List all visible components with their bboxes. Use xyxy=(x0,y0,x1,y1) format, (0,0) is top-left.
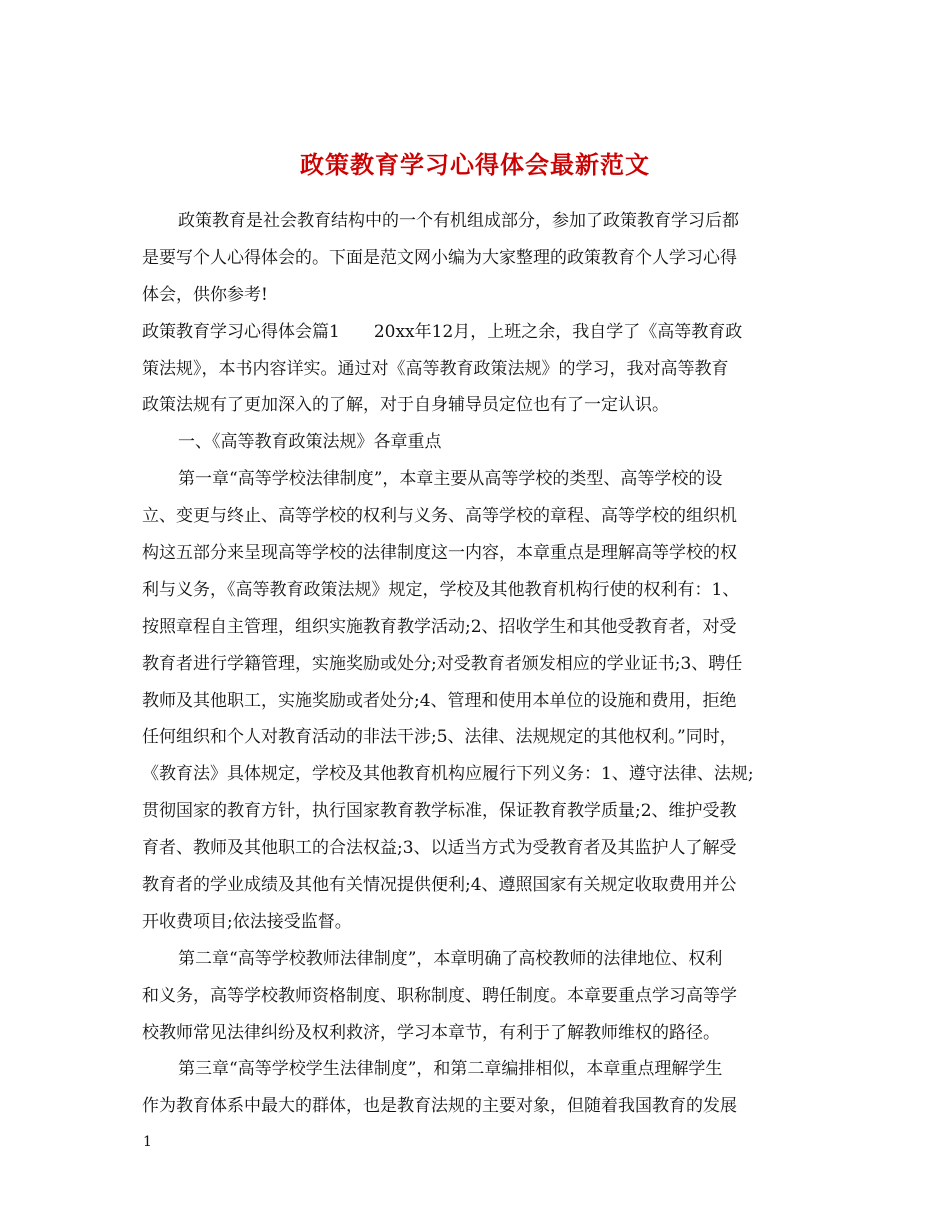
text-line: 《教育法》具体规定，学校及其他教育机构应履行下列义务：1、遵守法律、法规; xyxy=(142,764,754,785)
text-line: 育者、教师及其他职工的合法权益;3、以适当方式为受教育者及其监护人了解受 xyxy=(142,838,737,859)
text-line: 体会，供你参考! xyxy=(142,284,268,305)
text-line: 政策教育是社会教育结构中的一个有机组成部分，参加了政策教育学习后都 xyxy=(178,211,739,231)
section-heading: 一、《高等教育政策法规》各章重点 xyxy=(178,432,442,453)
document-title: 政策教育学习心得体会最新范文 xyxy=(300,150,650,180)
text-line: 和义务，高等学校教师资格制度、职称制度、聘任制度。本章要重点学习高等学 xyxy=(142,985,737,1006)
text-line: 校教师常见法律纠纷及权利救济，学习本章节，有利于了解教师维权的路径。 xyxy=(142,1022,720,1043)
text-line: 教育者的学业成绩及其他有关情况提供便利;4、遵照国家有关规定收取费用并公 xyxy=(142,875,737,896)
page-number: 1 xyxy=(143,1134,152,1150)
text-line: 构这五部分来呈现高等学校的法律制度这一内容，本章重点是理解高等学校的权 xyxy=(142,543,737,564)
text-line: 政策教育学习心得体会篇1 20xx年12月，上班之余，我自学了《高等教育政 xyxy=(142,321,743,342)
document-body xyxy=(142,203,822,1125)
text-line: 政策法规有了更加深入的了解，对于自身辅导员定位也有了一定认识。 xyxy=(142,395,669,416)
text-line: 贯彻国家的教育方针，执行国家教育教学标准，保证教育教学质量;2、维护受教 xyxy=(142,801,737,822)
text-line: 开收费项目;依法接受监督。 xyxy=(142,911,352,932)
text-line: 作为教育体系中最大的群体，也是教育法规的主要对象，但随着我国教育的发展 xyxy=(142,1096,737,1117)
text-line: 第二章“高等学校教师法律制度”，本章明确了高校教师的法律地位、权利 xyxy=(178,948,723,969)
text-line: 教师及其他职工，实施奖励或者处分;4、管理和使用本单位的设施和费用，拒绝 xyxy=(142,690,737,711)
text-line: 第三章“高等学校学生法律制度”，和第二章编排相似，本章重点理解学生 xyxy=(178,1059,723,1080)
text-line: 按照章程自主管理，组织实施教育教学活动;2、招收学生和其他受教育者，对受 xyxy=(142,616,737,637)
text-line: 利与义务，《高等教育政策法规》规定，学校及其他教育机构行使的权利有：1、 xyxy=(142,579,740,600)
text-line: 策法规》，本书内容详实。通过对《高等教育政策法规》的学习，我对高等教育 xyxy=(142,358,729,379)
text-line: 是要写个人心得体会的。下面是范文网小编为大家整理的政策教育个人学习心得 xyxy=(142,247,737,268)
text-line: 教育者进行学籍管理，实施奖励或处分;对受教育者颁发相应的学业证书;3、聘任 xyxy=(142,653,743,674)
text-line: 任何组织和个人对教育活动的非法干涉;5、法律、法规规定的其他权利。”同时， xyxy=(142,727,737,748)
text-line: 立、变更与终止、高等学校的权利与义务、高等学校的章程、高等学校的组织机 xyxy=(142,506,737,527)
text-line: 第一章“高等学校法律制度”，本章主要从高等学校的类型、高等学校的设 xyxy=(178,469,723,490)
